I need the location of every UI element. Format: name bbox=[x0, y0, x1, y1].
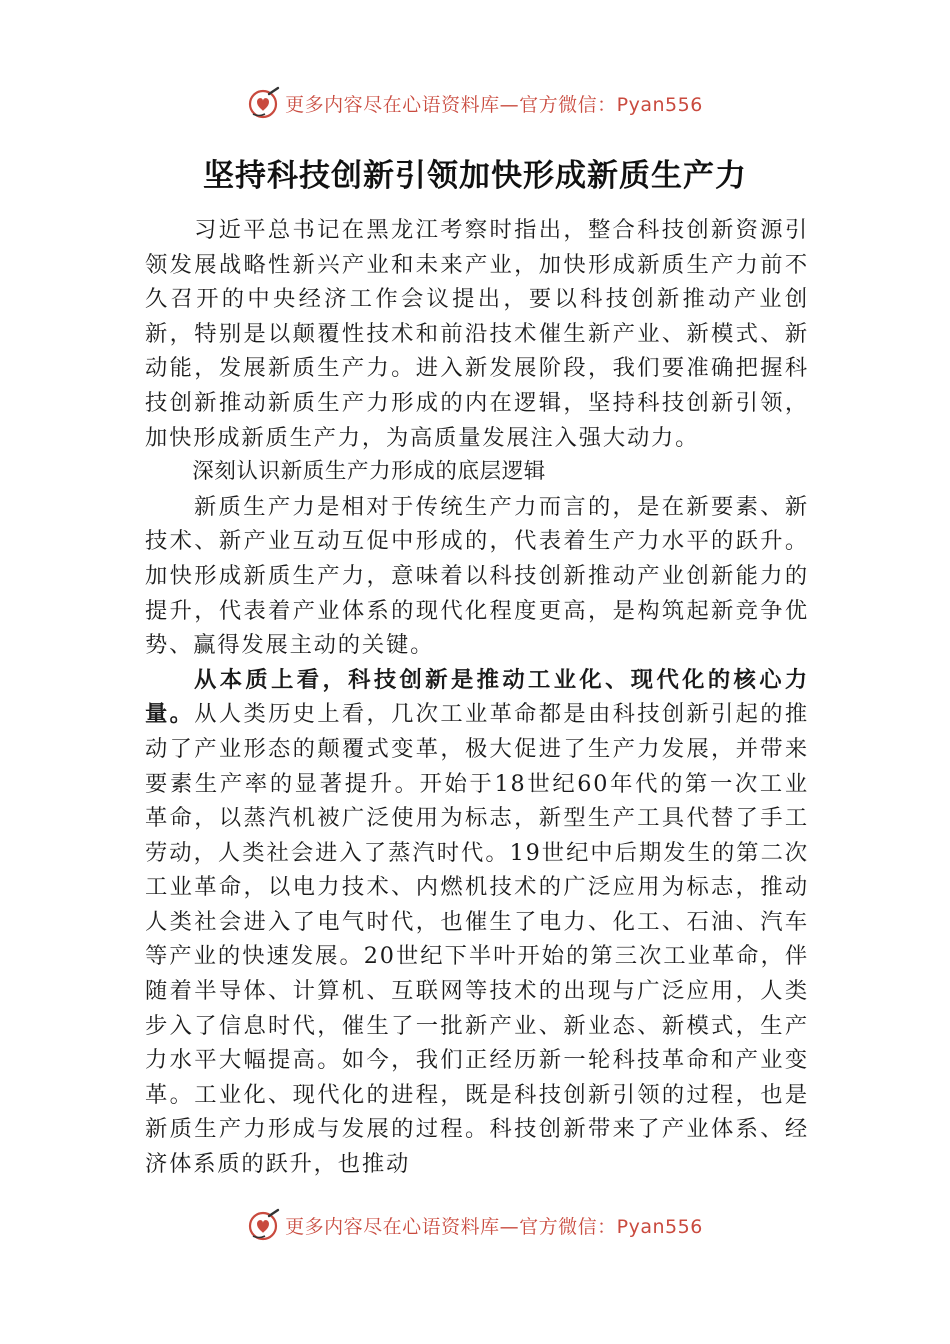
document-title: 坚持科技创新引领加快形成新质生产力 bbox=[203, 158, 747, 194]
watermark-text: 更多内容尽在心语资料库—官方微信：Pyan556 bbox=[285, 1215, 703, 1238]
paragraph-new-productivity: 新质生产力是相对于传统生产力而言的，是在新要素、新技术、新产业互动互促中形成的，代表着生产力水平的跃升。加快形成新质生产力，意味着以科技创新推动产业创新能力的提升，代表着产业体系的现代化程度更高，是构筑起新竞争优势、赢得发展主动的关键。 bbox=[145, 493, 809, 659]
section-heading: 深刻认识新质生产力形成的底层逻辑 bbox=[192, 459, 546, 485]
watermark-text: 更多内容尽在心语资料库—官方微信：Pyan556 bbox=[285, 93, 703, 116]
paragraph-lead-sentence: 从本质上看，科技创新是推动工业化、现代化的核心力量。 bbox=[145, 666, 809, 728]
heart-pen-logo-icon bbox=[247, 86, 281, 120]
heart-pen-logo-icon bbox=[247, 1208, 281, 1242]
document-body bbox=[145, 213, 809, 1213]
paragraph-essence bbox=[145, 663, 809, 1182]
paragraph-essence-body: 从人类历史上看，几次工业革命都是由科技创新引起的推动了产业形态的颠覆式变革，极大促进了生产力发展，并带来要素生产率的显著提升。开始于18世纪60年代的第一次工业革命，以蒸汽机被广泛使用为标志，新型生产工具代替了手工劳动，人类社会进入了蒸汽时代。19世纪中后期发生的第二次工业革命，以电力技术、内燃机技术的广泛应用为标志，推动人类社会进入了电气时代，也催生了电力、化工、石油、汽车等产业的快速发展。20世纪下半叶开始的第三次工业革命，伴随着半导体、计算机、互联网等技术的出现与广泛应用，人类步入了信息时代，催生了一批新产业、新业态、新模式，生产力水平大幅提高。如今，我们正经历新一轮科技革命和产业变革。工业化、现代化的进程，既是科技创新引领的过程，也是新质生产力形成与发展的过程。科技创新带来了产业体系、经济体系质的跃升，也推动 bbox=[145, 701, 809, 1178]
paragraph-intro: 习近平总书记在黑龙江考察时指出，整合科技创新资源引领发展战略性新兴产业和未来产业，加快形成新质生产力前不久召开的中央经济工作会议提出，要以科技创新推动产业创新，特别是以颠覆性技术和前沿技术催生新产业、新模式、新动能，发展新质生产力。进入新发展阶段，我们要准确把握科技创新推动新质生产力形成的内在逻辑，坚持科技创新引领，加快形成新质生产力，为高质量发展注入强大动力。 bbox=[145, 217, 809, 451]
watermark-footer bbox=[0, 1208, 950, 1242]
watermark-header bbox=[0, 86, 950, 120]
